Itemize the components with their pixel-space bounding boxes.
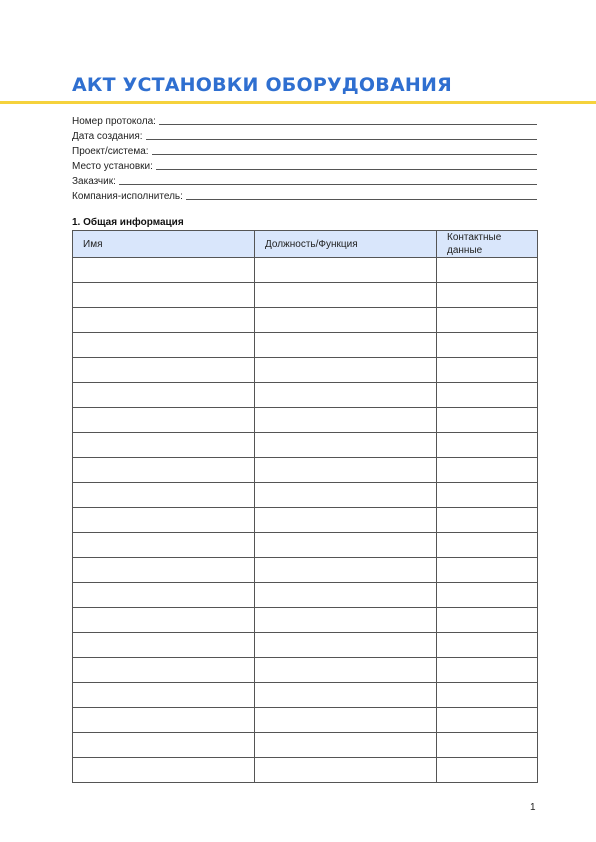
cell-position[interactable] [255, 633, 437, 658]
cell-position[interactable] [255, 508, 437, 533]
column-header-name: Имя [73, 231, 255, 258]
cell-name[interactable] [73, 708, 255, 733]
cell-position[interactable] [255, 383, 437, 408]
cell-name[interactable] [73, 458, 255, 483]
column-header-contacts: Контактные данные [437, 231, 538, 258]
table-row [73, 633, 538, 658]
cell-position[interactable] [255, 558, 437, 583]
cell-name[interactable] [73, 433, 255, 458]
cell-contacts[interactable] [437, 483, 538, 508]
cell-position[interactable] [255, 658, 437, 683]
cell-position[interactable] [255, 258, 437, 283]
cell-position[interactable] [255, 683, 437, 708]
column-header-position: Должность/Функция [255, 231, 437, 258]
table-row [73, 458, 538, 483]
field-installation-site [72, 157, 537, 172]
header-fields [72, 112, 537, 202]
table-row [73, 308, 538, 333]
field-label: Дата создания: [72, 131, 143, 142]
field-blank-line[interactable] [186, 199, 537, 200]
cell-contacts[interactable] [437, 283, 538, 308]
cell-contacts[interactable] [437, 333, 538, 358]
field-protocol-number [72, 112, 537, 127]
table-body [73, 258, 538, 783]
cell-contacts[interactable] [437, 708, 538, 733]
cell-name[interactable] [73, 508, 255, 533]
table-row [73, 408, 538, 433]
cell-name[interactable] [73, 333, 255, 358]
field-blank-line[interactable] [152, 154, 537, 155]
cell-name[interactable] [73, 608, 255, 633]
cell-contacts[interactable] [437, 683, 538, 708]
cell-position[interactable] [255, 458, 437, 483]
cell-name[interactable] [73, 533, 255, 558]
field-customer [72, 172, 537, 187]
cell-position[interactable] [255, 483, 437, 508]
table-row [73, 558, 538, 583]
page-title: АКТ УСТАНОВКИ ОБОРУДОВАНИЯ [72, 74, 452, 96]
field-blank-line[interactable] [159, 124, 537, 125]
cell-position[interactable] [255, 358, 437, 383]
cell-contacts[interactable] [437, 608, 538, 633]
field-label: Номер протокола: [72, 116, 156, 127]
field-label: Компания-исполнитель: [72, 191, 183, 202]
cell-contacts[interactable] [437, 258, 538, 283]
cell-contacts[interactable] [437, 433, 538, 458]
field-project-system [72, 142, 537, 157]
table-row [73, 358, 538, 383]
field-label: Место установки: [72, 161, 153, 172]
field-contractor-company [72, 187, 537, 202]
cell-position[interactable] [255, 583, 437, 608]
cell-position[interactable] [255, 283, 437, 308]
cell-name[interactable] [73, 658, 255, 683]
cell-position[interactable] [255, 758, 437, 783]
cell-contacts[interactable] [437, 408, 538, 433]
field-label: Заказчик: [72, 176, 116, 187]
table-row [73, 583, 538, 608]
cell-contacts[interactable] [437, 508, 538, 533]
table-row [73, 433, 538, 458]
table-row [73, 508, 538, 533]
cell-position[interactable] [255, 308, 437, 333]
cell-contacts[interactable] [437, 658, 538, 683]
cell-contacts[interactable] [437, 458, 538, 483]
field-label: Проект/система: [72, 146, 149, 157]
page-number: 1 [530, 802, 536, 813]
cell-name[interactable] [73, 358, 255, 383]
cell-contacts[interactable] [437, 758, 538, 783]
cell-contacts[interactable] [437, 633, 538, 658]
table-row [73, 658, 538, 683]
cell-position[interactable] [255, 333, 437, 358]
cell-name[interactable] [73, 258, 255, 283]
cell-name[interactable] [73, 283, 255, 308]
table-row [73, 483, 538, 508]
general-info-table [72, 230, 538, 783]
cell-name[interactable] [73, 758, 255, 783]
table-header-row [73, 231, 538, 258]
cell-position[interactable] [255, 533, 437, 558]
cell-contacts[interactable] [437, 383, 538, 408]
cell-position[interactable] [255, 608, 437, 633]
cell-position[interactable] [255, 433, 437, 458]
table-row [73, 733, 538, 758]
cell-contacts[interactable] [437, 358, 538, 383]
cell-name[interactable] [73, 733, 255, 758]
field-blank-line[interactable] [119, 184, 537, 185]
cell-name[interactable] [73, 483, 255, 508]
cell-contacts[interactable] [437, 583, 538, 608]
cell-position[interactable] [255, 708, 437, 733]
section-title: 1. Общая информация [72, 217, 184, 228]
cell-name[interactable] [73, 383, 255, 408]
cell-contacts[interactable] [437, 558, 538, 583]
field-blank-line[interactable] [156, 169, 537, 170]
cell-contacts[interactable] [437, 533, 538, 558]
cell-name[interactable] [73, 633, 255, 658]
cell-position[interactable] [255, 408, 437, 433]
table-row [73, 383, 538, 408]
table-row [73, 333, 538, 358]
cell-name[interactable] [73, 558, 255, 583]
table-row [73, 258, 538, 283]
cell-position[interactable] [255, 733, 437, 758]
table-row [73, 683, 538, 708]
cell-name[interactable] [73, 583, 255, 608]
title-underline [0, 101, 596, 104]
field-blank-line[interactable] [146, 139, 537, 140]
table-row [73, 533, 538, 558]
cell-name[interactable] [73, 308, 255, 333]
cell-contacts[interactable] [437, 733, 538, 758]
cell-contacts[interactable] [437, 308, 538, 333]
table-row [73, 758, 538, 783]
table-row [73, 608, 538, 633]
cell-name[interactable] [73, 683, 255, 708]
cell-name[interactable] [73, 408, 255, 433]
field-creation-date [72, 127, 537, 142]
table-row [73, 708, 538, 733]
table-row [73, 283, 538, 308]
